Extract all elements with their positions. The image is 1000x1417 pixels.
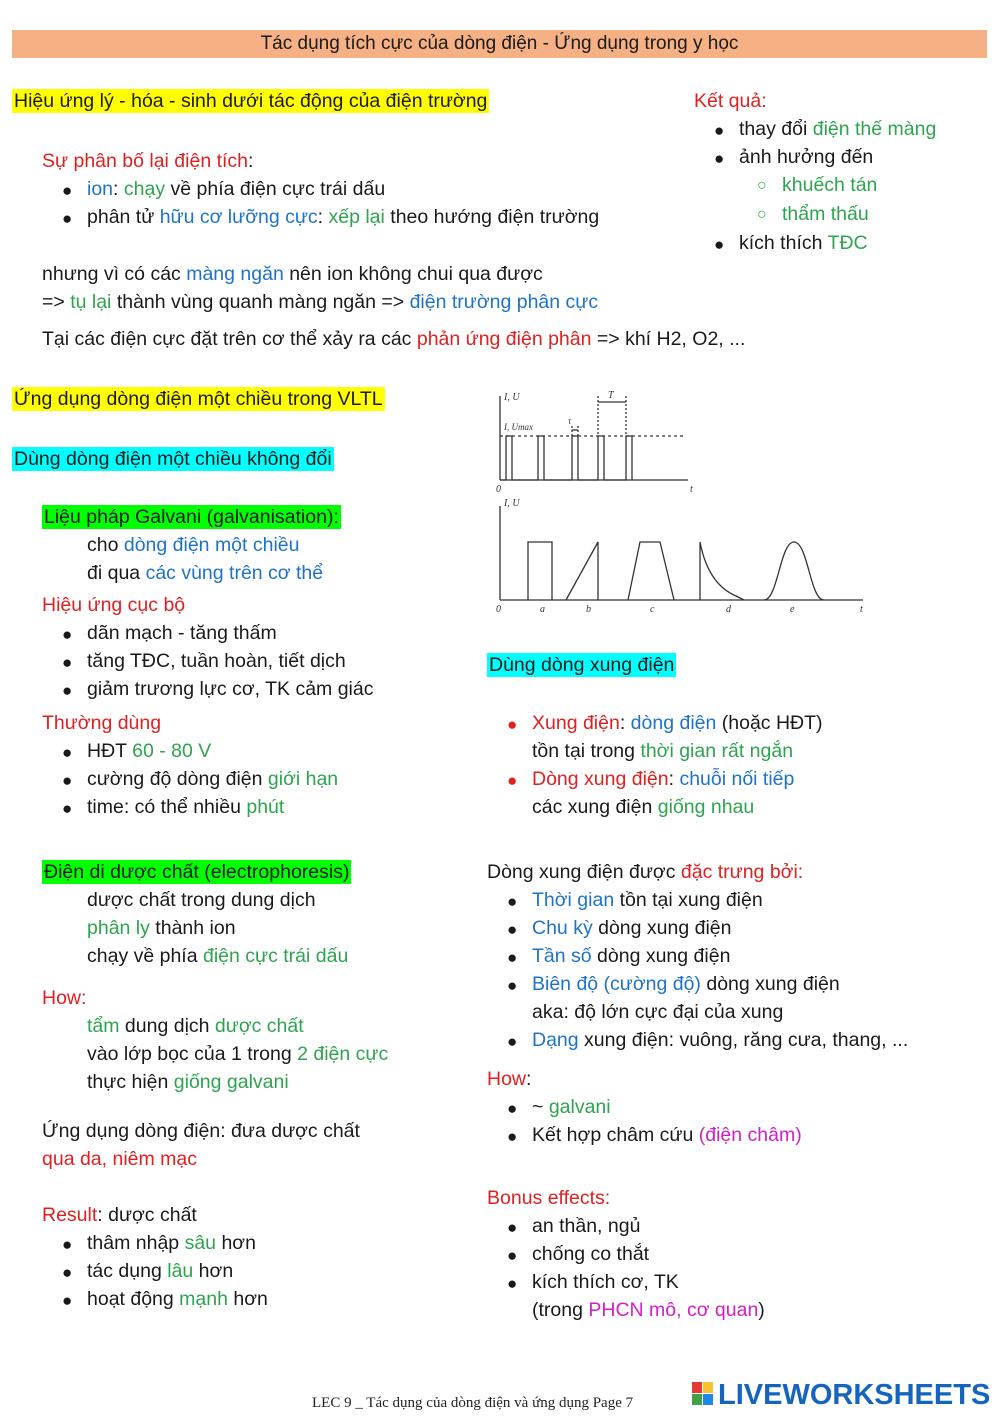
pulse-shape-exponential [700,542,744,600]
time-label-top: t [690,484,693,495]
sub-bullet: ○ [757,177,767,194]
electrophoresis-line-2: phân ly thành ion [87,917,236,939]
shape-label-d: d [726,604,731,615]
pulse-shape-triangular [566,542,598,600]
galvani-line-1: cho dòng điện một chiều [87,534,300,556]
sub-bullet: ○ [757,206,767,223]
pulse-how-heading: How: [487,1068,532,1090]
heading-constant-dc: Dùng dòng điện một chiều không đổi [14,448,332,470]
bullet: ● [507,715,518,734]
bullet: ● [62,681,73,700]
characteristics-heading: Dòng xung điện được đặc trưng bởi: [487,861,804,883]
origin-label-top: 0 [496,484,501,495]
list-item: cường độ dòng điện giới hạn [87,768,339,790]
bullet: ● [714,121,725,140]
list-item: thay đổi điện thế màng [739,118,937,140]
liveworksheets-logo-icon [692,1382,714,1406]
bullet: ● [507,1127,518,1146]
electrophoresis-heading: Điện di dược chất (electrophoresis) [44,861,350,883]
heading-pulse-current: Dùng dòng xung điện [489,654,675,676]
apply-line-2: qua da, niêm mạc [42,1148,198,1170]
list-item: Tần số dòng xung điện [532,945,731,967]
pulse-waveform-figure [488,388,873,616]
bullet: ● [62,771,73,790]
bullet: ● [62,653,73,672]
bullet: ● [507,1218,518,1237]
bullet: ● [507,771,518,790]
list-item: Dạng xung điện: vuông, răng cưa, thang, ... [532,1029,909,1051]
bullet: ● [62,1263,73,1282]
page-footer: LEC 9 _ Tác dụng của dòng điện và ứng dụng Page 7 [312,1395,634,1411]
bullet: ● [507,976,518,995]
list-item: chống co thắt [532,1243,650,1265]
period-label: T [608,390,614,401]
list-item: time: có thể nhiều phút [87,796,285,818]
list-item: tăng TĐC, tuần hoàn, tiết dịch [87,650,346,672]
electrolysis-line: Tại các điện cực đặt trên cơ thể xảy ra các phản ứng điện phân => khí H2, O2, ... [42,328,746,350]
bonus-heading: Bonus effects: [487,1187,611,1209]
redistribution-heading: Sự phân bố lại điện tích: [42,150,254,172]
polarization-line: => tụ lại thành vùng quanh màng ngăn => điện trường phân cực [42,291,599,313]
bullet: ● [507,1246,518,1265]
heading-dc-application: Ứng dụng dòng điện một chiều trong VLTL [14,388,383,410]
top-axis-label: I, U [504,392,520,403]
list-item: Biên độ (cường độ) dòng xung điện [532,973,840,995]
pulse-shape-rectangular [528,542,552,600]
bullet: ● [507,948,518,967]
max-level-label: I, Umax [504,422,533,432]
heading-physchem-effects: Hiệu ứng lý - hóa - sinh dưới tác động của điện trường [14,90,488,112]
bullet: ● [62,799,73,818]
bullet: ● [62,1235,73,1254]
list-item: ~ galvani [532,1096,611,1118]
sub-item: khuếch tán [782,174,878,196]
list-item: HĐT 60 - 80 V [87,740,212,762]
list-item: Chu kỳ dòng xung điện [532,917,732,939]
list-item: ion: chạy về phía điện cực trái dấu [87,178,386,200]
bullet: ● [507,1274,518,1293]
pulse-train-line-1: Dòng xung điện: chuỗi nối tiếp [532,768,795,790]
pulse-train-line-2: các xung điện giống nhau [532,796,755,818]
how-line-2: vào lớp bọc của 1 trong 2 điện cực [87,1043,389,1065]
bullet: ● [714,149,725,168]
bullet: ● [62,743,73,762]
pulse-shape-trapezoidal [628,542,674,600]
bullet: ● [62,209,73,228]
list-item: thâm nhập sâu hơn [87,1232,256,1254]
list-item: kích thích cơ, TK [532,1271,679,1293]
time-label-bottom: t [860,604,863,615]
list-item: tác dụng lâu hơn [87,1260,234,1282]
bullet: ● [714,235,725,254]
galvani-line-2: đi qua các vùng trên cơ thể [87,562,324,584]
shape-label-a: a [540,604,545,615]
how-heading: How: [42,987,87,1009]
membrane-line: nhưng vì có các màng ngăn nên ion không chui qua được [42,263,543,285]
shape-label-e: e [790,604,795,615]
list-item: phân tử hữu cơ lưỡng cực: xếp lại theo hướng điện trường [87,206,600,228]
local-effect-heading: Hiệu ứng cục bộ [42,594,186,616]
apply-line-1: Ứng dụng dòng điện: đưa dược chất [42,1120,360,1142]
shape-label-c: c [650,604,655,615]
list-item: ảnh hưởng đến [739,146,874,168]
list-item: giảm trương lực cơ, TK cảm giác [87,678,374,700]
origin-label-bottom: 0 [496,604,501,615]
pulse-shape-bell [764,542,824,600]
list-item-note: aka: độ lớn cực đại của xung [532,1001,784,1023]
list-item: kích thích TĐC [739,232,868,254]
shape-label-b: b [586,604,591,615]
square-pulse-train [500,436,632,480]
bullet: ● [62,1291,73,1310]
how-line-1: tẩm dung dịch dược chất [87,1015,304,1037]
bottom-axis-label: I, U [504,498,520,509]
bullet: ● [507,892,518,911]
page-title: Tác dụng tích cực của dòng điện - Ứng dụng trong y học [12,30,987,58]
bullet: ● [507,1099,518,1118]
list-item: an thần, ngủ [532,1215,641,1237]
bullet: ● [507,920,518,939]
pulse-definition-line-2: tồn tại trong thời gian rất ngắn [532,740,794,762]
list-item: hoạt động mạnh hơn [87,1288,268,1310]
bullet: ● [62,625,73,644]
electrophoresis-line-1: dược chất trong dung dịch [87,889,316,911]
list-item: Kết hợp châm cứu (điện châm) [532,1124,802,1146]
list-item: dãn mạch - tăng thấm [87,622,277,644]
sub-item: thẩm thấu [782,203,869,225]
tau-label: τ [568,416,572,426]
list-item: Thời gian tồn tại xung điện [532,889,763,911]
electrophoresis-line-3: chạy về phía điện cực trái dấu [87,945,349,967]
usual-heading: Thường dùng [42,712,162,734]
bullet: ● [62,181,73,200]
result-heading: Result: dược chất [42,1204,197,1226]
how-line-3: thực hiện giống galvani [87,1071,289,1093]
pulse-definition-line-1: Xung điện: dòng điện (hoặc HĐT) [532,712,823,734]
galvani-heading: Liệu pháp Galvani (galvanisation): [44,506,339,528]
results-heading: Kết quả: [694,90,767,112]
brand-logo-text[interactable]: LIVEWORKSHEETS [718,1379,991,1411]
list-item-note: (trong PHCN mô, cơ quan) [532,1299,765,1321]
bullet: ● [507,1032,518,1051]
